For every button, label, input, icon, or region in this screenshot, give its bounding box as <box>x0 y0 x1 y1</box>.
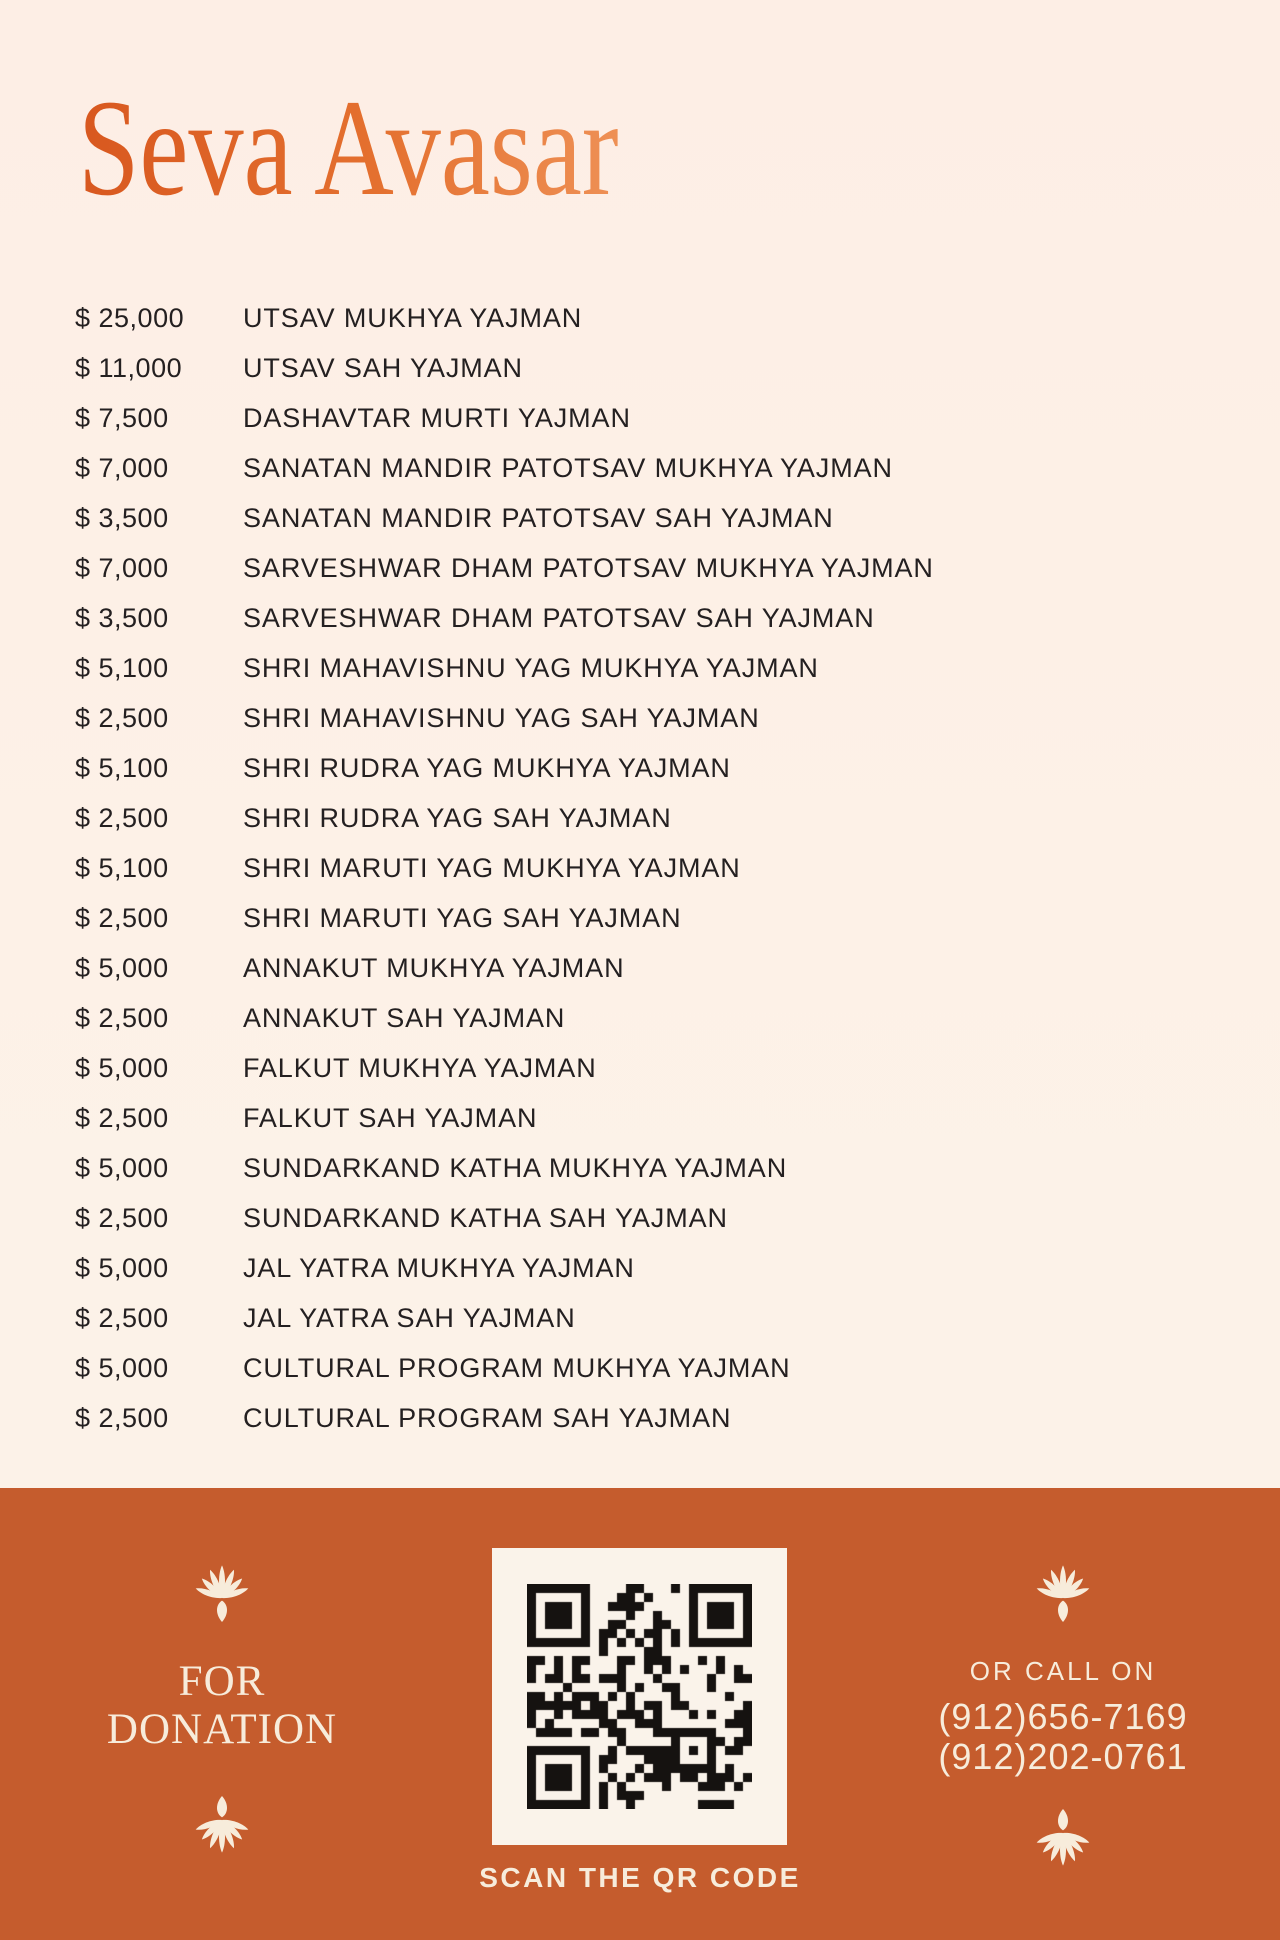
donation-row <box>75 1143 1215 1193</box>
palmette-ornament-icon <box>1031 1560 1095 1628</box>
donation-row <box>75 793 1215 843</box>
donation-row <box>75 893 1215 943</box>
donation-amount: $ 2,500 <box>75 1202 169 1233</box>
donation-amount: $ 7,000 <box>75 452 169 483</box>
donation-label: CULTURAL PROGRAM MUKHYA YAJMAN <box>243 1352 791 1383</box>
phone-numbers <box>938 1697 1187 1777</box>
donation-label: CULTURAL PROGRAM SAH YAJMAN <box>243 1402 732 1433</box>
donation-label: ANNAKUT SAH YAJMAN <box>243 1002 566 1033</box>
donation-label: SANATAN MANDIR PATOTSAV MUKHYA YAJMAN <box>243 452 893 483</box>
donation-row <box>75 993 1215 1043</box>
donation-label: SHRI MARUTI YAG MUKHYA YAJMAN <box>243 852 741 883</box>
donation-label: SHRI RUDRA YAG MUKHYA YAJMAN <box>243 752 731 783</box>
donation-amount: $ 7,500 <box>75 402 169 433</box>
donation-amount: $ 5,100 <box>75 852 169 883</box>
donation-row <box>75 643 1215 693</box>
donation-amount: $ 5,000 <box>75 1352 169 1383</box>
donation-row <box>75 293 1215 343</box>
donation-footer <box>0 1488 1280 1940</box>
donation-amount: $ 2,500 <box>75 1002 169 1033</box>
donation-row <box>75 1293 1215 1343</box>
for-donation-text <box>107 1658 337 1754</box>
qr-panel <box>492 1548 787 1845</box>
donation-row <box>75 393 1215 443</box>
donation-amount: $ 3,500 <box>75 602 169 633</box>
phone-number-2: (912)202-0761 <box>938 1736 1188 1777</box>
donation-amount: $ 7,000 <box>75 552 169 583</box>
donation-row <box>75 1343 1215 1393</box>
donation-label: SHRI MAHAVISHNU YAG SAH YAJMAN <box>243 702 760 733</box>
donation-amount: $ 5,100 <box>75 652 169 683</box>
donation-row <box>75 1093 1215 1143</box>
donation-label: SHRI MAHAVISHNU YAG MUKHYA YAJMAN <box>243 652 819 683</box>
donation-label: SUNDARKAND KATHA MUKHYA YAJMAN <box>243 1152 788 1183</box>
donation-label: SARVESHWAR DHAM PATOTSAV SAH YAJMAN <box>243 602 875 633</box>
scan-caption: SCAN THE QR CODE <box>479 1862 801 1893</box>
donation-list <box>75 293 1215 1443</box>
donation-label: SANATAN MANDIR PATOTSAV SAH YAJMAN <box>243 502 834 533</box>
donation-row <box>75 1193 1215 1243</box>
donation-label: SUNDARKAND KATHA SAH YAJMAN <box>243 1202 728 1233</box>
donation-row <box>75 1243 1215 1293</box>
donation-amount: $ 3,500 <box>75 502 169 533</box>
phone-number-1: (912)656-7169 <box>938 1696 1188 1737</box>
palmette-ornament-icon <box>1031 1803 1095 1871</box>
donation-row <box>75 943 1215 993</box>
donation-row <box>75 543 1215 593</box>
donation-label: FALKUT MUKHYA YAJMAN <box>243 1052 597 1083</box>
donation-amount: $ 11,000 <box>75 352 183 383</box>
donation-label: UTSAV SAH YAJMAN <box>243 352 523 383</box>
donation-label: SARVESHWAR DHAM PATOTSAV MUKHYA YAJMAN <box>243 552 934 583</box>
donation-amount: $ 5,000 <box>75 952 169 983</box>
qr-code <box>527 1584 752 1809</box>
donation-label: SHRI MARUTI YAG SAH YAJMAN <box>243 902 682 933</box>
donation-amount: $ 5,000 <box>75 1052 169 1083</box>
call-block <box>933 1560 1193 1871</box>
for-donation-block <box>94 1560 350 1858</box>
donation-row <box>75 693 1215 743</box>
donation-label: JAL YATRA MUKHYA YAJMAN <box>243 1252 635 1283</box>
donation-row <box>75 1393 1215 1443</box>
for-donation-line2: DONATION <box>106 1706 338 1753</box>
or-call-on-label: OR CALL ON <box>969 1656 1157 1686</box>
donation-row <box>75 443 1215 493</box>
donation-row <box>75 343 1215 393</box>
donation-row <box>75 843 1215 893</box>
palmette-ornament-icon <box>190 1790 254 1858</box>
donation-amount: $ 5,000 <box>75 1152 169 1183</box>
donation-label: ANNAKUT MUKHYA YAJMAN <box>243 952 625 983</box>
donation-row <box>75 493 1215 543</box>
page-title: Seva Avasar <box>78 71 619 224</box>
donation-amount: $ 25,000 <box>75 302 185 333</box>
donation-amount: $ 2,500 <box>75 1102 169 1133</box>
donation-label: JAL YATRA SAH YAJMAN <box>243 1302 576 1333</box>
donation-amount: $ 5,000 <box>75 1252 169 1283</box>
donation-row <box>75 593 1215 643</box>
donation-label: FALKUT SAH YAJMAN <box>243 1102 538 1133</box>
donation-label: DASHAVTAR MURTI YAJMAN <box>243 402 631 433</box>
donation-row <box>75 743 1215 793</box>
donation-amount: $ 2,500 <box>75 702 169 733</box>
donation-amount: $ 2,500 <box>75 1302 169 1333</box>
for-donation-line1: FOR <box>178 1658 266 1705</box>
donation-amount: $ 2,500 <box>75 902 169 933</box>
donation-row <box>75 1043 1215 1093</box>
donation-label: SHRI RUDRA YAG SAH YAJMAN <box>243 802 672 833</box>
donation-label: UTSAV MUKHYA YAJMAN <box>243 302 583 333</box>
donation-amount: $ 2,500 <box>75 802 169 833</box>
donation-amount: $ 2,500 <box>75 1402 169 1433</box>
donation-amount: $ 5,100 <box>75 752 169 783</box>
palmette-ornament-icon <box>190 1560 254 1628</box>
